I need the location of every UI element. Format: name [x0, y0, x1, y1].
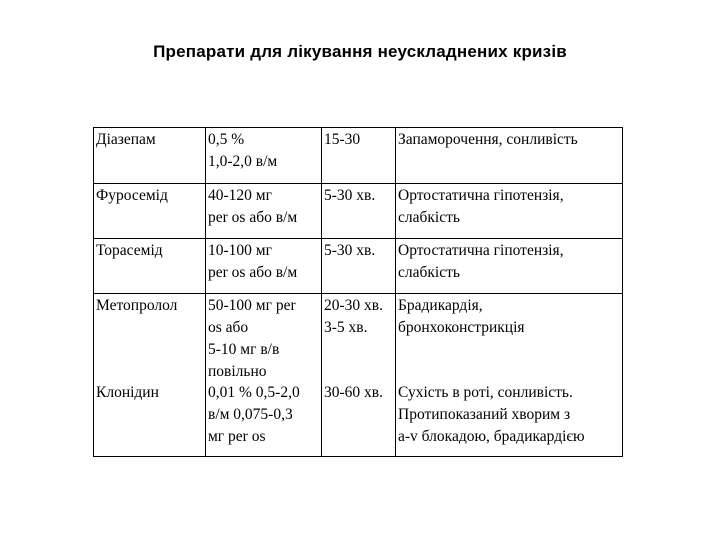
onset-time-cell	[322, 239, 396, 294]
side-effects-cell	[396, 128, 623, 184]
side-effects-line: Брадикардія,	[398, 297, 483, 314]
side-effects-cell	[396, 294, 623, 384]
onset-time-cell	[322, 294, 396, 384]
dose-line: 5-10 мг в/в	[208, 341, 280, 358]
table-row	[94, 184, 623, 239]
drug-name: Торасемід	[96, 242, 163, 259]
table-row	[94, 294, 623, 384]
onset-time: 5-30 хв.	[324, 242, 376, 259]
slide-title: Препарати для лікування неускладнених кризів	[153, 42, 567, 61]
drug-name-cell	[94, 184, 206, 239]
dose-line: per os або в/м	[208, 209, 298, 226]
side-effects-line: слабкість	[398, 264, 460, 281]
drug-name-cell	[94, 128, 206, 184]
dose-cell	[206, 128, 322, 184]
table-row	[94, 383, 623, 457]
dose-line: per os або в/м	[208, 264, 298, 281]
dose-cell	[206, 184, 322, 239]
onset-time: 5-30 хв.	[324, 187, 376, 204]
side-effects-line: Запаморочення, сонливість	[398, 131, 578, 148]
dose-line: 50-100 мг per	[208, 297, 296, 314]
dose-line: 0,5 %	[208, 131, 245, 148]
onset-time-cell	[322, 383, 396, 457]
onset-time: 15-30	[324, 131, 361, 148]
dose-line: os або	[208, 319, 249, 336]
dose-cell	[206, 239, 322, 294]
drug-name-cell	[94, 294, 206, 384]
drug-name: Метопролол	[96, 297, 178, 314]
onset-time: 30-60 хв.	[324, 384, 383, 401]
onset-time: 3-5 хв.	[324, 319, 368, 336]
drug-name: Клонідин	[96, 384, 159, 401]
dose-line: 1,0-2,0 в/м	[208, 153, 278, 170]
table-row	[94, 128, 623, 184]
side-effects-cell	[396, 383, 623, 457]
side-effects-line: Сухість в роті, сонливість.	[398, 384, 573, 401]
drug-name-cell	[94, 383, 206, 457]
side-effects-line: бронхоконстрикція	[398, 319, 525, 336]
side-effects-line: слабкість	[398, 209, 460, 226]
side-effects-cell	[396, 184, 623, 239]
dose-cell	[206, 294, 322, 384]
side-effects-line: Ортостатична гіпотензія,	[398, 187, 564, 204]
drug-name: Діазепам	[96, 131, 156, 148]
dose-cell	[206, 383, 322, 457]
drug-table	[93, 127, 623, 457]
dose-line: 40-120 мг	[208, 187, 272, 204]
table-row	[94, 239, 623, 294]
side-effects-cell	[396, 239, 623, 294]
side-effects-line: Ортостатична гіпотензія,	[398, 242, 564, 259]
onset-time-cell	[322, 128, 396, 184]
dose-line: мг per os	[208, 428, 266, 445]
side-effects-line: a-v блокадою, брадикардією	[398, 428, 585, 445]
dose-line: повільно	[208, 363, 267, 380]
side-effects-line: Протипоказаний хворим з	[398, 406, 571, 423]
onset-time: 20-30 хв.	[324, 297, 383, 314]
dose-line: в/м 0,075-0,3	[208, 406, 293, 423]
drug-name: Фуросемід	[96, 187, 168, 204]
drug-name-cell	[94, 239, 206, 294]
onset-time-cell	[322, 184, 396, 239]
dose-line: 10-100 мг	[208, 242, 272, 259]
dose-line: 0,01 % 0,5-2,0	[208, 384, 300, 401]
